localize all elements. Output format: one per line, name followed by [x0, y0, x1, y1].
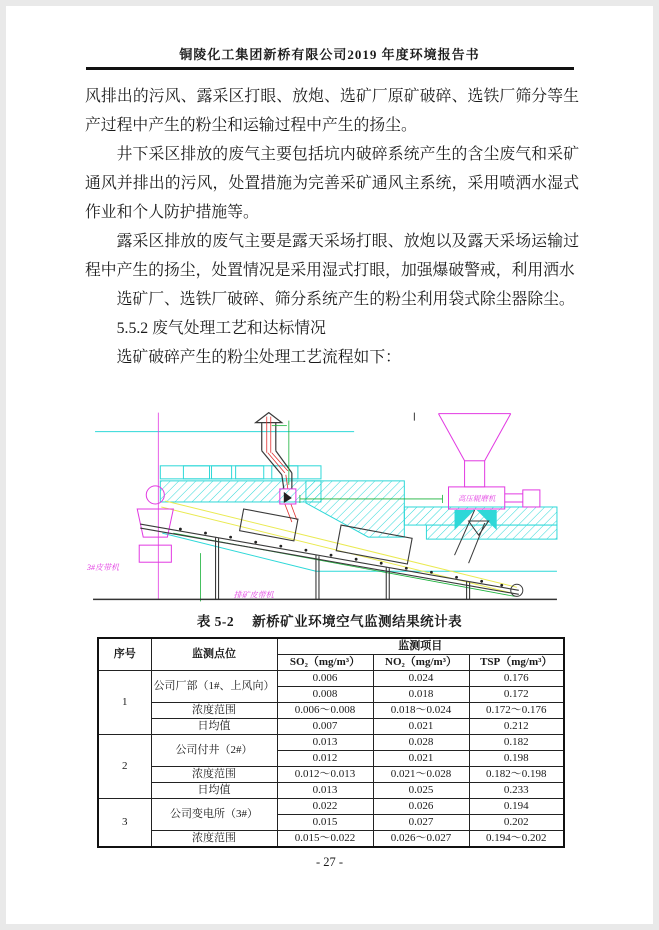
- body-paragraph: 露采区排放的废气主要是露天采场打眼、放炮以及露天采场运输过程中产生的扬尘，处置情况是采用湿式打眼，加强爆破警戒，利用洒水: [85, 233, 579, 279]
- value-cell: 0.176: [469, 671, 564, 687]
- table-row: [98, 703, 564, 719]
- col-header-group: 监测项目: [277, 638, 564, 655]
- value-cell: 0.015: [277, 815, 373, 831]
- value-cell: 0.233: [469, 783, 564, 799]
- header-rule: [86, 67, 574, 70]
- value-cell: 0.198: [469, 751, 564, 767]
- monitoring-table-body: [98, 671, 564, 848]
- value-cell: 0.015～0.022: [277, 831, 373, 848]
- process-flow-diagram: [85, 412, 567, 610]
- value-cell: 0.021: [373, 751, 469, 767]
- monitoring-point-cell: 公司厂部（1#、上风向）: [151, 671, 277, 703]
- stat-label-cell: 日均值: [151, 783, 277, 799]
- row-index-cell: 1: [98, 671, 151, 735]
- stat-label-cell: 日均值: [151, 719, 277, 735]
- body-paragraph: 选矿破碎产生的粉尘处理工艺流程如下：: [116, 349, 401, 366]
- value-cell: 0.022: [277, 799, 373, 815]
- value-cell: 0.026: [373, 799, 469, 815]
- value-cell: 0.021: [373, 719, 469, 735]
- value-cell: 0.006: [277, 671, 373, 687]
- table-row: [98, 671, 564, 687]
- body-text: [85, 82, 579, 372]
- row-index-cell: 2: [98, 735, 151, 799]
- value-cell: 0.013: [277, 735, 373, 751]
- value-cell: 0.028: [373, 735, 469, 751]
- stack-duct-lines: [267, 417, 297, 522]
- table-row: [98, 831, 564, 848]
- table-caption-number: 表 5-2: [196, 614, 235, 629]
- value-cell: 0.194～0.202: [469, 831, 564, 848]
- table-caption: [0, 610, 659, 630]
- monitoring-point-cell: 公司付井（2#）: [151, 735, 277, 767]
- value-cell: 0.194: [469, 799, 564, 815]
- roller-mill-label: 高压辊磨机: [457, 493, 496, 503]
- table-caption-title: 新桥矿业环境空气监测结果统计表: [252, 614, 463, 629]
- body-paragraph: 5.5.2 废气处理工艺和达标情况: [116, 320, 326, 337]
- col-header-index: 序号: [98, 638, 151, 671]
- value-cell: 0.012～0.013: [277, 767, 373, 783]
- value-cell: 0.007: [277, 719, 373, 735]
- table-row: [98, 735, 564, 751]
- col-header-point: 监测点位: [151, 638, 277, 671]
- table-row: [98, 783, 564, 799]
- col-header-tsp: TSP（mg/m³）: [469, 655, 564, 671]
- value-cell: 0.018～0.024: [373, 703, 469, 719]
- hatched-floor: [160, 481, 557, 539]
- cad-drawing: [85, 412, 567, 610]
- value-cell: 0.013: [277, 783, 373, 799]
- page-number: - 27 -: [315, 855, 344, 869]
- value-cell: 0.172～0.176: [469, 703, 564, 719]
- value-cell: 0.006～0.008: [277, 703, 373, 719]
- col-header-no2: NO₂（mg/m³）: [373, 655, 469, 671]
- col-header-so2: SO₂（mg/m³）: [277, 655, 373, 671]
- value-cell: 0.024: [373, 671, 469, 687]
- value-cell: 0.025: [373, 783, 469, 799]
- value-cell: 0.021～0.028: [373, 767, 469, 783]
- stat-label-cell: 浓度范围: [151, 767, 277, 783]
- body-paragraph: 选矿厂、选铁厂破碎、筛分系统产生的粉尘利用袋式除尘器除尘。: [116, 291, 575, 308]
- belt3-label: 3#皮带机: [87, 563, 120, 573]
- stat-label-cell: 浓度范围: [151, 703, 277, 719]
- value-cell: 0.182～0.198: [469, 767, 564, 783]
- report-header-title: 铜陵化工集团新桥有限公司2019 年度环境报告书: [179, 47, 480, 62]
- table-row: [98, 799, 564, 815]
- value-cell: 0.212: [469, 719, 564, 735]
- discharge-belt-label: 排矿皮带机: [233, 590, 274, 600]
- body-paragraph: 风排出的污风、露采区打眼、放炮、选矿厂原矿破碎、选铁厂筛分等生产过程中产生的粉尘和运输过程中产生的扬尘。: [85, 88, 579, 134]
- table-row: [98, 767, 564, 783]
- value-cell: 0.027: [373, 815, 469, 831]
- row-index-cell: 3: [98, 799, 151, 848]
- value-cell: 0.172: [469, 687, 564, 703]
- value-cell: 0.012: [277, 751, 373, 767]
- value-cell: 0.018: [373, 687, 469, 703]
- value-cell: 0.182: [469, 735, 564, 751]
- value-cell: 0.026～0.027: [373, 831, 469, 848]
- stat-label-cell: 浓度范围: [151, 831, 277, 848]
- body-paragraph: 井下采区排放的废气主要包括坑内破碎系统产生的含尘废气和采矿通风并排出的污风，处置措施为完善采矿通风主系统，采用喷洒水湿式作业和个人防护措施等。: [85, 146, 579, 221]
- monitoring-table: [97, 637, 565, 848]
- value-cell: 0.202: [469, 815, 564, 831]
- monitoring-point-cell: 公司变电所（3#）: [151, 799, 277, 831]
- value-cell: 0.008: [277, 687, 373, 703]
- table-row: [98, 719, 564, 735]
